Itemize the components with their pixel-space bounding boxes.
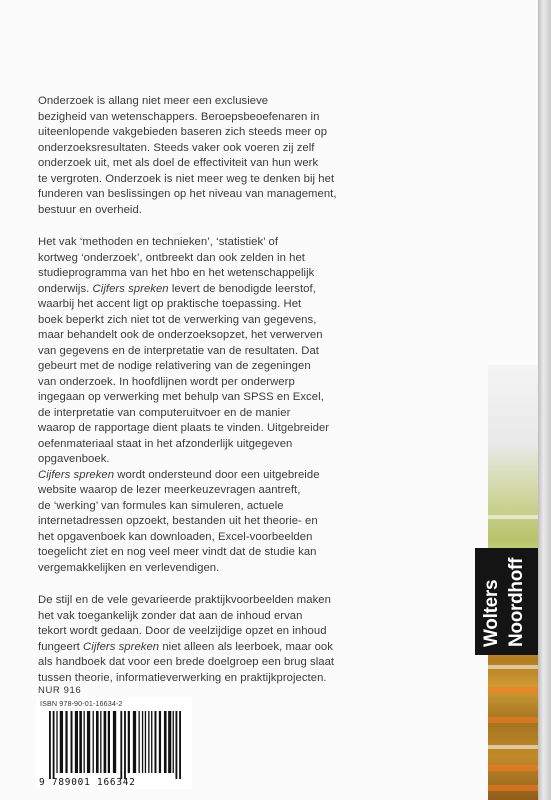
- barcode-bar: [179, 711, 181, 779]
- barcode-bar: [128, 711, 130, 773]
- barcode-bar: [56, 711, 57, 773]
- barcode-bar: [168, 711, 171, 773]
- barcode-bar: [154, 711, 156, 773]
- barcode-bar: [75, 711, 78, 773]
- barcode-bar: [173, 711, 174, 773]
- barcode-bar: [96, 711, 99, 773]
- blurb-text: [38, 94, 368, 703]
- barcode-bar: [60, 711, 63, 773]
- barcode-bar: [145, 711, 146, 773]
- barcode-bar: [124, 711, 126, 779]
- barcode-bar: [93, 711, 94, 773]
- book-title-italic: Cijfers spreken: [83, 640, 160, 653]
- paragraph-3: [38, 593, 368, 686]
- paragraph-1: Onderzoek is allang niet meer een exclusieve bezigheid van wetenschappers. Beroepsbeoefenaren in uiteenlopende vakgebieden baseren zich steeds meer op onderzoeksresultaten. Steeds vaker ook voeren zij zelf onderzoek uit, met als doel de effectiviteit van hun werk te vergroten. Onderzoek is niet meer weg te denken bij het funderen van beslissingen op het niveau van management, bestuur en overheid.: [38, 95, 337, 216]
- paragraph-3-part-a: De stijl en de vele gevarieerde praktijkvoorbeelden maken het vak toegankelijk zonder dat aan de inhoud ervan tekort wordt gedaan. Door de veelzijdige opzet en inhoud fungeert: [38, 594, 331, 653]
- page-edge: [538, 0, 551, 800]
- barcode-bar: [53, 711, 55, 779]
- barcode-digits: 9 789001 166342: [39, 777, 136, 788]
- strip-line: [488, 665, 538, 669]
- barcode-bar: [159, 711, 161, 773]
- barcode-bar: [84, 711, 85, 773]
- barcode-bar: [108, 711, 110, 773]
- barcode: [49, 711, 181, 779]
- nur-code: NUR 916: [38, 685, 82, 696]
- barcode-bar: [100, 711, 101, 773]
- strip-line: [488, 515, 538, 519]
- barcode-bar: [133, 711, 136, 773]
- strip-band: [488, 785, 538, 791]
- strip-band: [488, 687, 538, 693]
- barcode-bar: [113, 711, 116, 773]
- strip-band: [488, 717, 538, 723]
- book-title-italic: Cijfers spreken: [38, 468, 115, 481]
- paragraph-2-part-a: Het vak ‘methoden en technieken’, ‘statistiek’ of kortweg ‘onderzoek’, ontbreekt dan ook zelden in het studieprogramma van het hbo en het wetenschappelijk onderwijs.: [38, 236, 315, 295]
- barcode-bar: [79, 711, 82, 773]
- publisher-logo-word-1: Wolters: [481, 579, 502, 647]
- paragraph-2: [38, 235, 368, 576]
- isbn-text: ISBN 978-90-01-16634-2: [40, 699, 123, 708]
- paragraph-2-part-b: levert de benodigde leerstof, waarbij het accent ligt op praktische toepassing. Het boek beperkt zich niet tot de verwerking van gegevens, maar behandelt ook de onderzoeksopzet, het verwerven van gegevens en de interpretatie van de resultaten. Dat gebeurt met de nodige relativering van de zegeningen van onderzoek. In hoofdlijnen wordt per onderwerp ingegaan op verwerking met behulp van SPSS en Excel, de interpretatie van computeruitvoer en de manier waarop de rapportage dient plaats te vinden. Uitgebreider oefenmateriaal staat in het afzonderlijk uitgegeven opgavenboek.: [38, 282, 330, 465]
- barcode-bar: [87, 711, 90, 773]
- publisher-logo-word-2: Noordhoff: [506, 557, 527, 647]
- book-title-italic: Cijfers spreken: [92, 282, 169, 295]
- barcode-bar: [65, 711, 67, 773]
- strip-band: [488, 765, 538, 771]
- paragraph-3-part-b: niet alleen als leerboek, maar ook als handboek dat voor een brede doelgroep een brug slaat tussen theorie, informatieverwerking en praktijkprojecten.: [38, 640, 335, 684]
- barcode-bar: [49, 711, 51, 779]
- barcode-bar: [120, 711, 122, 779]
- barcode-bar: [148, 711, 149, 773]
- publisher-logo: [475, 548, 538, 655]
- isbn-box: [36, 697, 192, 789]
- strip-line: [488, 745, 538, 749]
- barcode-bar: [71, 711, 73, 773]
- barcode-bar: [151, 711, 152, 773]
- barcode-bar: [164, 711, 167, 773]
- barcode-bar: [142, 711, 143, 773]
- barcode-bar: [104, 711, 107, 773]
- barcode-bar: [138, 711, 139, 773]
- barcode-bar: [175, 711, 177, 779]
- paragraph-2-part-c: wordt ondersteund door een uitgebreide website waarop de lezer meerkeuzevragen aantreft, de ‘werking’ van formules kan simuleren, actuele internetadressen opzoekt, bestanden uit het theorie- en het opgavenboek kan downloaden, Excel-voorbeelden toegelicht ziet en nog veel meer vindt dat de studie kan vergemakkelijken en verlevendigen.: [38, 468, 320, 574]
